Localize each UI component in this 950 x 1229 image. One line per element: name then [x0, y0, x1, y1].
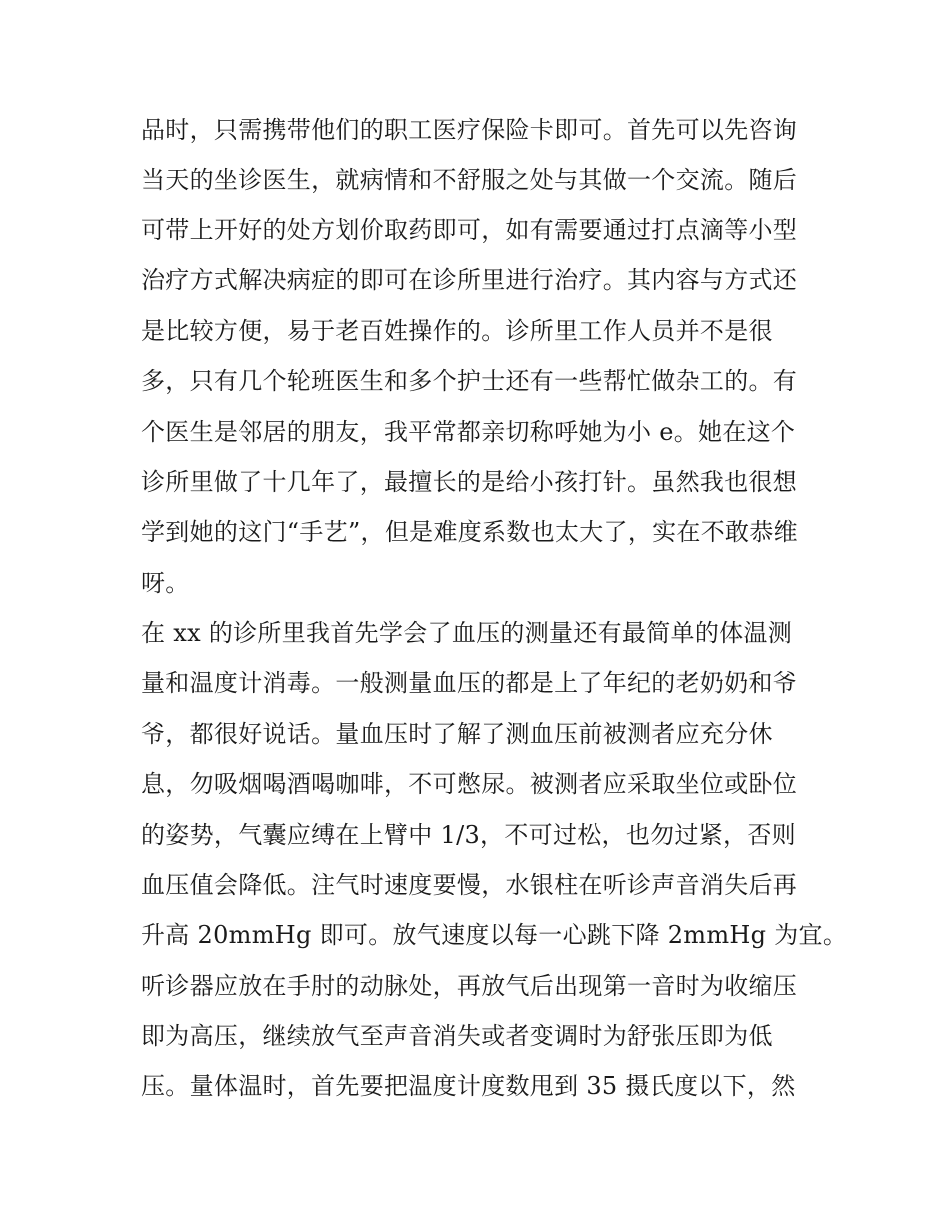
text-line: 血压值会降低。注气时速度要慢，水银柱在听诊声音消失后再	[141, 871, 798, 899]
text-line: 当天的坐诊医生，就病情和不舒服之处与其做一个交流。随后	[141, 166, 798, 194]
text-line: 息，勿吸烟喝酒喝咖啡，不可憋尿。被测者应采取坐位或卧位	[141, 770, 798, 798]
text-line: 呀。	[141, 569, 190, 597]
text-line: 的姿势，气囊应缚在上臂中 1/3，不可过松，也勿过紧，否则	[141, 821, 796, 849]
text-line: 升高 20mmHg 即可。放气速度以每一心跳下降 2mmHg 为宜。	[141, 921, 848, 949]
text-line: 诊所里做了十几年了，最擅长的是给小孩打针。虽然我也很想	[141, 468, 798, 496]
text-line: 即为高压，继续放气至声音消失或者变调时为舒张压即为低	[141, 1022, 773, 1050]
text-line: 爷，都很好说话。量血压时了解了测血压前被测者应充分休	[141, 720, 773, 748]
text-line: 个医生是邻居的朋友，我平常都亲切称呼她为小 e。她在这个	[141, 418, 796, 446]
text-line: 可带上开好的处方划价取药即可，如有需要通过打点滴等小型	[141, 216, 798, 244]
text-line: 在 xx 的诊所里我首先学会了血压的测量还有最简单的体温测	[141, 619, 793, 647]
text-line: 量和温度计消毒。一般测量血压的都是上了年纪的老奶奶和爷	[141, 669, 798, 697]
text-line: 是比较方便，易于老百姓操作的。诊所里工作人员并不是很	[141, 317, 773, 345]
text-line: 品时，只需携带他们的职工医疗保险卡即可。首先可以先咨询	[141, 116, 798, 144]
text-line: 压。量体温时，首先要把温度计度数甩到 35 摄氏度以下，然	[141, 1072, 796, 1100]
text-line: 学到她的这门“手艺”，但是难度系数也太大了，实在不敢恭维	[141, 518, 798, 546]
text-line: 听诊器应放在手肘的动脉处，再放气后出现第一音时为收缩压	[141, 972, 798, 1000]
text-line: 多，只有几个轮班医生和多个护士还有一些帮忙做杂工的。有	[141, 367, 798, 395]
text-line: 治疗方式解决病症的即可在诊所里进行治疗。其内容与方式还	[141, 266, 798, 294]
